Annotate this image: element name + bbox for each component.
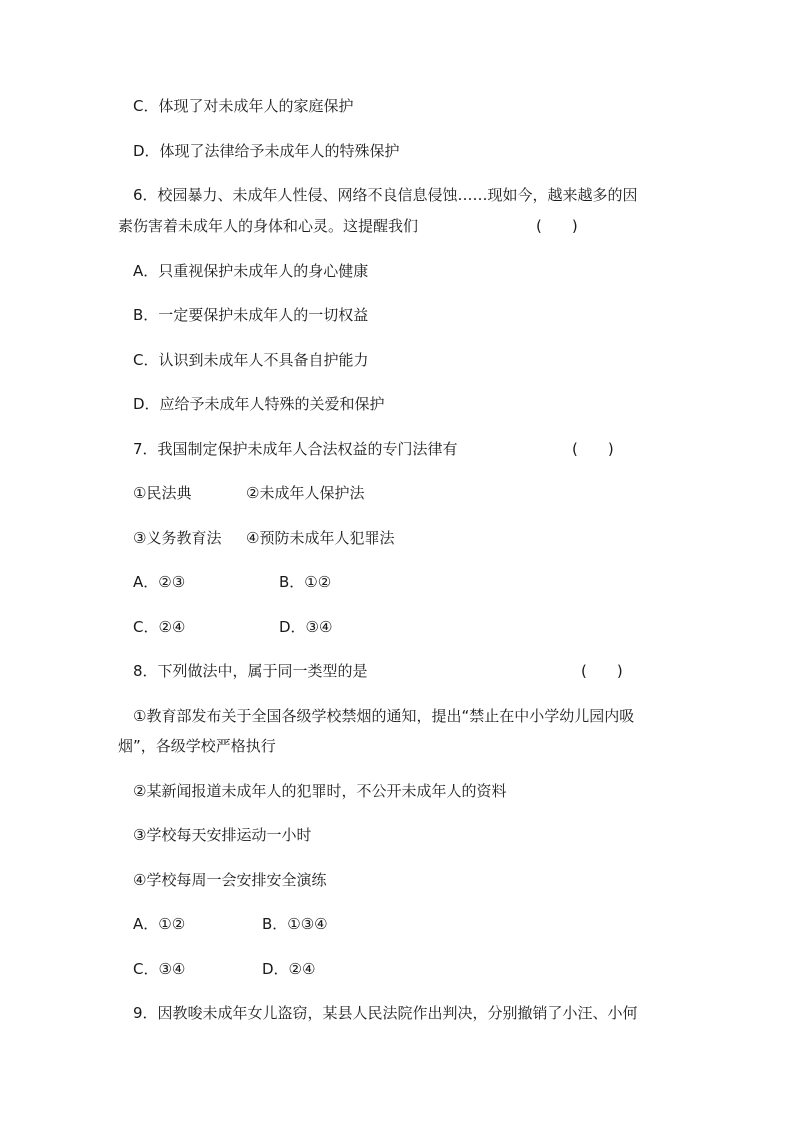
q8-option-d: D．②④ [262, 960, 316, 978]
q6-option-b: B．一定要保护未成年人的一切权益 [133, 306, 369, 324]
q8-option-a: A．①② [133, 915, 186, 933]
q5-option-d: D．体现了法律给予未成年人的特殊保护 [133, 142, 400, 160]
q6-answer-paren: ( ) [536, 217, 578, 235]
q7-item-2: ②未成年人保护法 [246, 484, 365, 502]
q7-option-a: A．②③ [133, 573, 186, 591]
q6-option-a: A．只重视保护未成年人的身心健康 [133, 262, 369, 280]
q8-item-3: ③学校每天安排运动一小时 [133, 826, 312, 844]
q7-stem: 7．我国制定保护未成年人合法权益的专门法律有 [133, 440, 458, 458]
q8-item-1-line2: 烟”，各级学校严格执行 [118, 737, 276, 755]
q5-option-c: C．体现了对未成年人的家庭保护 [133, 97, 354, 115]
q7-item-3: ③义务教育法 [133, 529, 222, 547]
q7-option-b: B．①② [279, 573, 332, 591]
q7-option-c: C．②④ [133, 618, 186, 636]
q8-option-c: C．③④ [133, 960, 186, 978]
q6-stem-line2: 素伤害着未成年人的身体和心灵。这提醒我们 [118, 217, 419, 235]
q8-item-4: ④学校每周一会安排安全演练 [133, 871, 327, 889]
q8-item-2: ②某新闻报道未成年人的犯罪时，不公开未成年人的资料 [133, 782, 507, 800]
q7-answer-paren: ( ) [572, 440, 614, 458]
q9-stem-line1: 9．因教唆未成年女儿盗窃，某县人民法院作出判决，分别撤销了小汪、小何 [133, 1004, 638, 1022]
q7-option-d: D．③④ [279, 618, 333, 636]
q7-item-1: ①民法典 [133, 484, 192, 502]
q6-stem-line1: 6．校园暴力、未成年人性侵、网络不良信息侵蚀……现如今，越来越多的因 [133, 186, 638, 204]
q8-stem: 8．下列做法中，属于同一类型的是 [133, 662, 368, 680]
q6-option-d: D．应给予未成年人特殊的关爱和保护 [133, 395, 385, 413]
q8-item-1-line1: ①教育部发布关于全国各级学校禁烟的通知，提出“禁止在中小学幼儿园内吸 [133, 707, 635, 725]
q8-answer-paren: ( ) [581, 662, 623, 680]
q6-option-c: C．认识到未成年人不具备自护能力 [133, 351, 369, 369]
q8-option-b: B．①③④ [262, 915, 328, 933]
q7-item-4: ④预防未成年人犯罪法 [246, 529, 395, 547]
